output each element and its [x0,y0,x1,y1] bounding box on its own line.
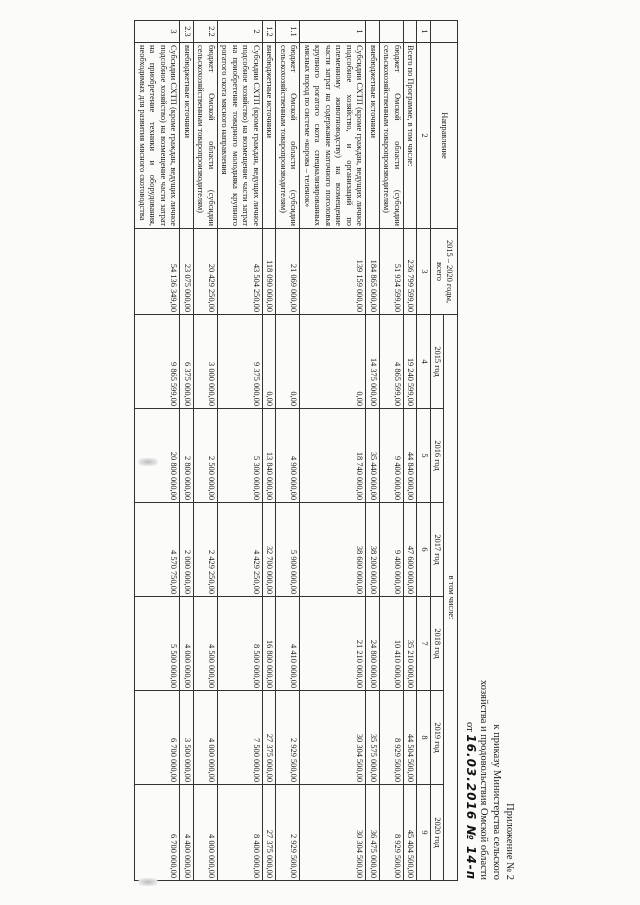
table-row [366,21,380,881]
row-year-value: 4 000 000,00 [194,785,218,881]
header-row-top [444,21,458,881]
row-year-value: 13 840 000,00 [263,409,277,503]
col-header-including: в том числе: [444,315,458,881]
row-year-value: 30 304 500,00 [300,691,366,785]
row-year-value: 38 200 000,00 [366,503,380,597]
row-year-value: 4 429 250,00 [218,503,263,597]
row-total: 54 136 349,00 [135,229,180,315]
row-year-value: 4 410 000,00 [276,597,300,691]
row-year-value: 4 570 750,00 [135,503,180,597]
binder-hole-mark [138,878,158,886]
row-year-value: 0,00 [263,315,277,409]
col-number: 5 [417,409,431,503]
row-number: 2 [218,21,263,43]
row-year-value: 3 000 000,00 [194,315,218,409]
table-row [404,21,418,881]
col-number: 4 [417,315,431,409]
row-year-value: 4 400 000,00 [180,785,194,881]
row-direction: Субсидии СХТП (кроме граждан, ведущих личное подсобное хозяйство) на возмещение части затрат на приобретение техники и оборудования, необходимых для развития мясного скотоводства [135,43,180,229]
col-header-year: 2016 год [431,409,445,503]
row-year-value: 5 500 000,00 [135,597,180,691]
row-year-value: 2 429 250,00 [194,503,218,597]
row-year-value: 30 304 500,00 [300,785,366,881]
row-year-value: 35 575 000,00 [366,691,380,785]
row-year-value: 27 375 000,00 [263,691,277,785]
row-total: 23 075 000,00 [180,229,194,315]
row-total: 236 799 599,00 [404,229,418,315]
table-row [276,21,300,881]
row-year-value: 0,00 [300,315,366,409]
col-number: 2 [417,43,431,229]
row-year-value: 9 865 599,00 [135,315,180,409]
row-total: 43 504 250,00 [218,229,263,315]
col-header-year: 2017 год [431,503,445,597]
table-row [300,21,366,881]
appendix-header [463,580,516,880]
row-total: 118 090 000,00 [263,229,277,315]
row-year-value: 2 929 500,00 [276,691,300,785]
appendix-order-line: к приказу Министерства сельского [491,724,502,880]
col-header-total: 2015 – 2020 годы, всего [431,229,458,315]
table-row [180,21,194,881]
row-direction: бюджет Омской области (субсидии сельскохозяйственным товаропроизводителям) [380,43,404,229]
appendix-ministry-line: хозяйства и продовольствия Омской области [478,679,489,880]
program-funding-table [135,20,459,881]
handwritten-date-number: 16.03.2016 № 14-п [464,734,478,880]
row-total: 21 069 000,00 [276,229,300,315]
row-number: 2.3 [180,21,194,43]
row-year-value: 2 000 000,00 [180,503,194,597]
row-year-value: 44 840 000,00 [404,409,418,503]
table-row [263,21,277,881]
row-direction: внебюджетные источники [366,43,380,229]
row-year-value: 2 800 000,00 [180,409,194,503]
row-year-value: 19 240 599,00 [404,315,418,409]
row-year-value: 35 210 000,00 [404,597,418,691]
row-number [366,21,380,43]
col-number: 7 [417,597,431,691]
row-year-value: 14 375 000,00 [366,315,380,409]
row-number: 3 [135,21,180,43]
binder-hole-mark [138,458,158,466]
row-year-value: 6 375 000,00 [180,315,194,409]
row-direction: Субсидии СХТП (кроме граждан, ведущих личное подсобное хозяйство) на возмещение части затрат на приобретение товарного молодняка крупного рогатого скота мясного направления [218,43,263,229]
col-header-direction: Направление [431,43,458,229]
col-header-year: 2019 год [431,691,445,785]
row-year-value: 32 700 000,00 [263,503,277,597]
row-year-value: 16 800 000,00 [263,597,277,691]
row-number [380,21,404,43]
col-number: 1 [417,21,431,43]
row-year-value: 44 504 500,00 [404,691,418,785]
col-header-year: 2018 год [431,597,445,691]
col-header-year: 2020 год [431,785,445,881]
col-number: 6 [417,503,431,597]
rotated-landscape-sheet [140,10,520,890]
row-total: 51 934 599,00 [380,229,404,315]
row-total: 184 865 000,00 [366,229,380,315]
row-number [404,21,418,43]
row-year-value: 6 700 000,00 [135,785,180,881]
appendix-date-line [463,580,477,880]
row-year-value: 4 000 000,00 [194,691,218,785]
row-year-value: 36 475 000,00 [366,785,380,881]
row-number: 1.2 [263,21,277,43]
row-number: 1 [300,21,366,43]
row-year-value: 6 700 000,00 [135,691,180,785]
table-row [380,21,404,881]
row-year-value: 24 800 000,00 [366,597,380,691]
row-direction: внебюджетные источники [180,43,194,229]
row-year-value: 35 440 000,00 [366,409,380,503]
table-row [218,21,263,881]
row-year-value: 9 400 000,00 [380,409,404,503]
row-year-value: 4 900 000,00 [276,409,300,503]
row-year-value: 4 000 000,00 [180,597,194,691]
row-year-value: 8 929 500,00 [380,785,404,881]
row-direction: бюджет Омской области (субсидии сельскохозяйственным товаропроизводителям) [276,43,300,229]
col-number: 9 [417,785,431,881]
row-year-value: 10 410 000,00 [380,597,404,691]
column-numbers-row [417,21,431,881]
row-direction: бюджет Омской области (субсидии сельскохозяйственным товаропроизводителям) [194,43,218,229]
row-year-value: 9 400 000,00 [380,503,404,597]
col-header-number [431,21,458,43]
row-year-value: 21 210 000,00 [300,597,366,691]
row-year-value: 20 800 000,00 [135,409,180,503]
row-year-value: 27 375 000,00 [263,785,277,881]
row-year-value: 47 600 000,00 [404,503,418,597]
date-prefix: от [464,721,475,732]
row-year-value: 9 375 000,00 [218,315,263,409]
row-year-value: 4 865 599,00 [380,315,404,409]
table-row [194,21,218,881]
row-year-value: 2 500 000,00 [194,409,218,503]
row-year-value: 5 300 000,00 [218,409,263,503]
row-year-value: 18 740 000,00 [300,409,366,503]
row-total: 20 429 250,00 [194,229,218,315]
col-number: 3 [417,229,431,315]
row-year-value: 7 500 000,00 [218,691,263,785]
col-number: 8 [417,691,431,785]
row-year-value: 45 404 500,00 [404,785,418,881]
row-year-value: 0,00 [276,315,300,409]
row-year-value: 8 500 000,00 [218,597,263,691]
row-year-value: 38 600 000,00 [300,503,366,597]
row-year-value: 4 500 000,00 [194,597,218,691]
row-year-value: 2 929 500,00 [276,785,300,881]
table-row [135,21,180,881]
row-year-value: 5 900 000,00 [276,503,300,597]
row-direction: Всего по Программе, в том числе: [404,43,418,229]
appendix-title: Приложение № 2 [504,803,515,880]
row-total: 139 159 000,00 [300,229,366,315]
col-header-year: 2015 год [431,315,445,409]
row-year-value: 3 500 000,00 [180,691,194,785]
row-number: 1.1 [276,21,300,43]
row-number: 2.2 [194,21,218,43]
row-year-value: 8 929 500,00 [380,691,404,785]
row-direction: внебюджетные источники [263,43,277,229]
row-year-value: 8 400 000,00 [218,785,263,881]
row-direction: Субсидии СХТП (кроме граждан, ведущих личное подсобное хозяйство, и организаций по племенному животноводству) на возмещение части затрат на содержание маточного поголовья крупного рогатого скота специализированных мясных пород по системе «корова – теленок» [300,43,366,229]
